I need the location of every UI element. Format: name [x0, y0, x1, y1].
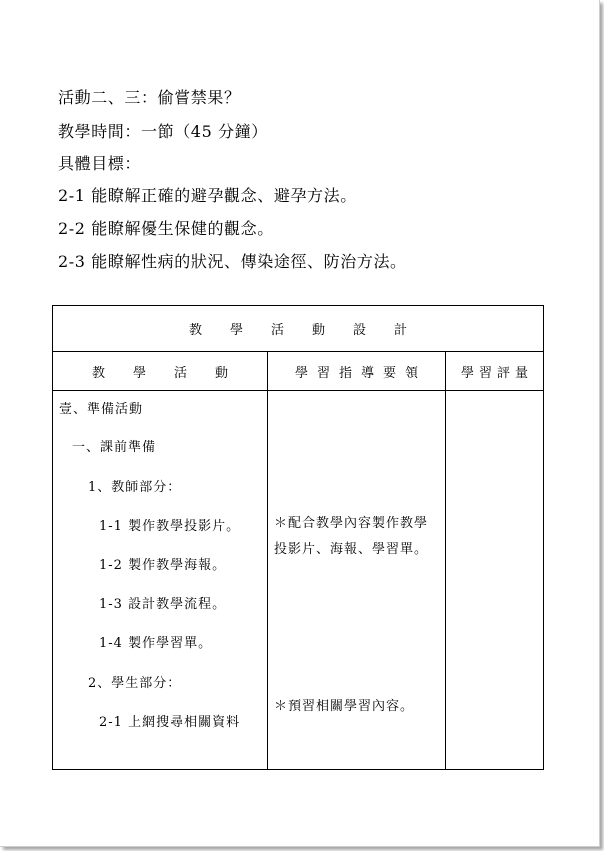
activity-line: 2-1 上網搜尋相關資料 — [99, 715, 241, 730]
lesson-plan-table — [52, 305, 544, 770]
activity-line: 1、教師部分： — [88, 480, 182, 495]
activities-cell — [53, 391, 268, 770]
activity-line: 一、課前準備 — [72, 440, 157, 455]
activity-line: 2、學生部分： — [88, 676, 182, 691]
column-header-activities: 教學活動 — [53, 352, 268, 391]
activity-line: 1-3 設計教學流程。 — [99, 597, 227, 612]
column-header-assessment: 學習評量 — [446, 352, 544, 391]
activity-title: 活動二、三：偷嘗禁果？ — [58, 88, 241, 107]
guidance-note: ＊配合教學內容製作教學投影片、海報、學習單。 — [274, 516, 429, 557]
objective-item: 2-2 能瞭解優生保健的觀念。 — [58, 219, 274, 238]
activity-line: 1-1 製作教學投影片。 — [99, 519, 241, 534]
objectives-label: 具體目標： — [58, 154, 142, 173]
column-header-guidance: 學習指導要領 — [268, 352, 446, 391]
activity-line: 1-4 製作學習單。 — [99, 636, 213, 651]
objective-item: 2-1 能瞭解正確的避孕觀念、避孕方法。 — [58, 186, 357, 205]
guidance-note: ＊預習相關學習內容。 — [274, 699, 415, 714]
objective-item: 2-3 能瞭解性病的狀況、傳染途徑、防治方法。 — [58, 252, 407, 271]
guidance-cell — [268, 391, 446, 770]
assessment-cell — [446, 391, 544, 770]
teaching-time: 教學時間：一節（45 分鐘） — [58, 122, 268, 141]
activity-line: 1-2 製作教學海報。 — [99, 558, 227, 573]
activity-line: 壹、準備活動 — [59, 402, 144, 417]
table-title: 教學活動設計 — [53, 306, 544, 352]
